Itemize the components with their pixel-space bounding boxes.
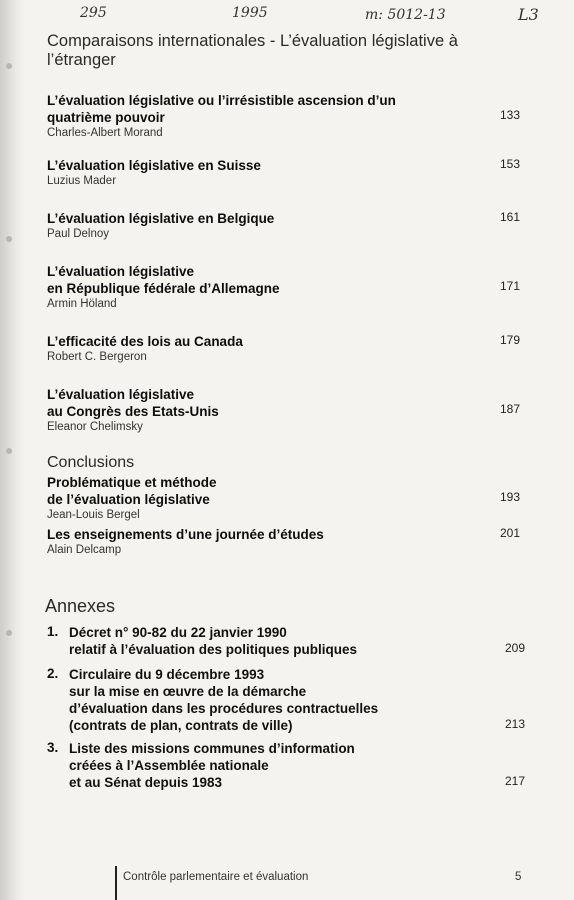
handwritten-note: m: 5012-13 [365,7,446,23]
entry-author: Charles-Albert Morand [47,127,163,139]
binding-hole [6,236,12,242]
entry-page: 153 [499,157,520,171]
entry-title: L’évaluation législative [47,387,195,402]
entry-title: L’évaluation législative ou l’irrésistible ascension d’un [47,93,396,108]
annex-line: Liste des missions communes d’information [69,741,355,756]
annex-line: sur la mise en œuvre de la démarche [69,684,307,699]
entry-title: L’évaluation législative en Suisse [47,158,261,173]
entry-title: Les enseignements d’une journée d’études [47,527,324,542]
entry-page: 133 [499,108,520,122]
annex-number: 2. [47,666,59,681]
entry-page: 213 [504,717,525,731]
annex-line: (contrats de plan, contrats de ville) [69,718,293,733]
handwritten-note: L3 [518,5,539,24]
entry-title: de l’évaluation législative [47,492,210,507]
section-heading-conclusions: Conclusions [47,454,135,471]
footer-title: Contrôle parlementaire et évaluation [123,871,309,883]
handwritten-note: 295 [80,5,107,21]
entry-author: Robert C. Bergeron [47,351,147,363]
toc-entry [47,92,396,140]
annex-line: Circulaire du 9 décembre 1993 [69,667,265,682]
entry-author: Armin Höland [47,298,117,310]
annex-line: et au Sénat depuis 1983 [69,775,223,790]
entry-page: 193 [499,490,520,504]
toc-entry [47,526,324,557]
entry-title: au Congrès des Etats-Unis [47,404,219,419]
toc-entry [47,474,217,522]
handwritten-note: 1995 [232,5,268,21]
annex-line: relatif à l’évaluation des politiques publiques [69,642,358,657]
section-heading-international: Comparaisons internationales - L’évaluation législative à l’étranger [47,32,458,69]
entry-title: L’évaluation législative en Belgique [47,211,275,226]
annex-line: d’évaluation dans les procédures contractuelles [69,701,379,716]
footer-rule [115,866,117,900]
binding-hole [6,63,12,69]
section-heading-annexes: Annexes [45,596,116,616]
annex-number: 3. [47,740,59,755]
entry-page: 209 [504,641,525,655]
entry-page: 187 [499,402,520,416]
entry-author: Eleanor Chelimsky [47,421,143,433]
binding-hole [6,630,12,636]
entry-title: Problématique et méthode [47,475,217,490]
entry-page: 179 [499,333,520,347]
entry-author: Paul Delnoy [47,228,110,240]
entry-page: 201 [499,526,520,540]
toc-entry [47,333,243,364]
annex-number: 1. [47,624,59,639]
entry-author: Luzius Mader [47,175,117,187]
annex-line: Décret n° 90-82 du 22 janvier 1990 [69,625,287,640]
entry-page: 217 [504,774,525,788]
entry-title: en République fédérale d’Allemagne [47,281,280,296]
entry-title: L’efficacité des lois au Canada [47,334,243,349]
toc-entry [47,263,280,311]
binding-hole [6,448,12,454]
page-binding-shadow [0,0,24,900]
entry-page: 161 [499,210,520,224]
entry-author: Jean-Louis Bergel [47,509,140,521]
entry-title: quatrième pouvoir [47,110,165,125]
entry-page: 171 [499,279,520,293]
toc-entry [47,157,261,188]
toc-entry [47,210,274,241]
page-number: 5 [515,871,522,883]
entry-author: Alain Delcamp [47,544,122,556]
annex-line: créées à l’Assemblée nationale [69,758,269,773]
entry-title: L’évaluation législative [47,264,195,279]
toc-entry [47,386,219,434]
